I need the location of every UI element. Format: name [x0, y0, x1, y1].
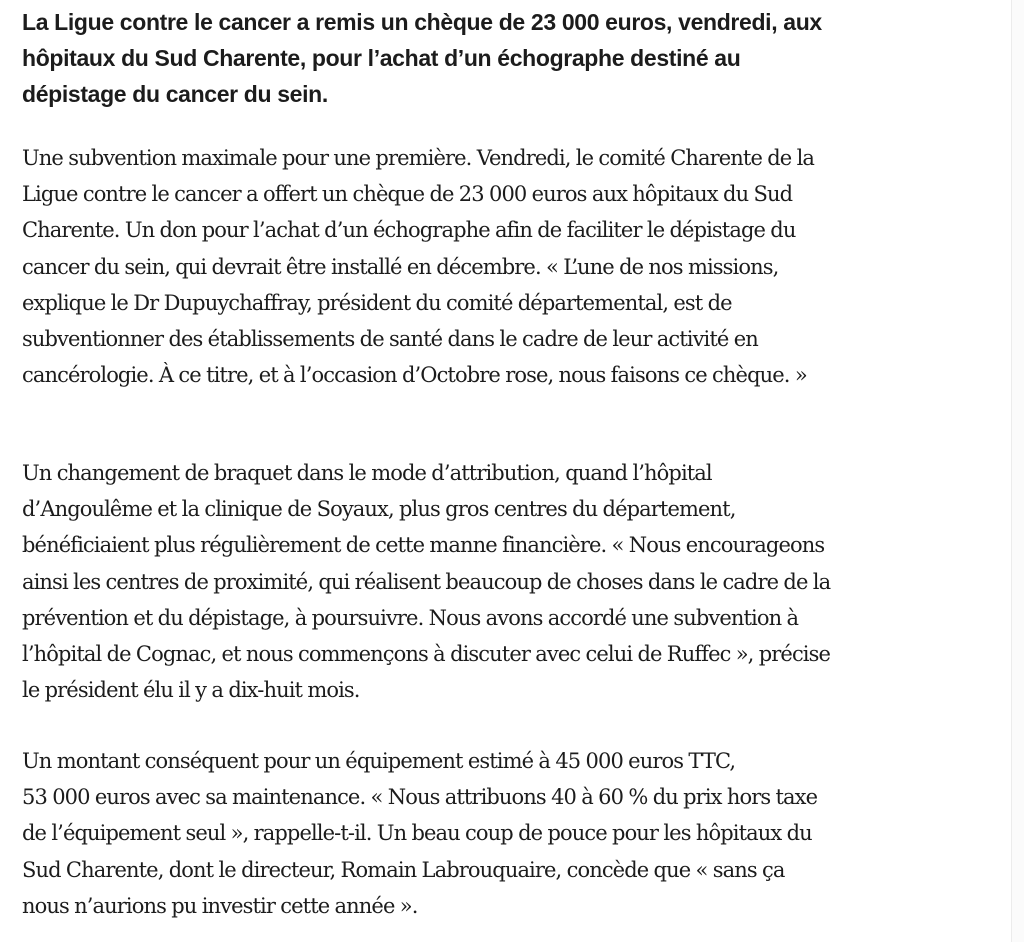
right-edge-divider [1011, 0, 1012, 942]
article-paragraph-2 [22, 455, 1007, 708]
paragraph-line: 53 000 euros avec sa maintenance. « Nous attribuons 40 à 60 % du prix hors taxe [22, 785, 818, 810]
paragraph-line: de l’équipement seul », rappelle-t-il. Un beau coup de pouce pour les hôpitaux du [22, 821, 812, 846]
article-lead [22, 4, 1007, 112]
article-paragraph-1 [22, 140, 1007, 393]
paragraph-line: explique le Dr Dupuychaffray, président du comité départemental, est de [22, 290, 732, 315]
paragraph-line: cancérologie. À ce titre, et à l’occasion d’Octobre rose, nous faisons ce chèque. » [22, 363, 807, 388]
lead-line: dépistage du cancer du sein. [22, 81, 328, 107]
paragraph-line: l’hôpital de Cognac, et nous commençons à discuter avec celui de Ruffec », précise [22, 642, 831, 667]
paragraph-line: Un changement de braquet dans le mode d’attribution, quand l’hôpital [22, 461, 712, 485]
paragraph-line: Charente. Un don pour l’achat d’un échographe afin de faciliter le dépistage du [22, 218, 796, 243]
paragraph-line: bénéficiaient plus régulièrement de cette manne financière. « Nous encourageons [22, 533, 825, 558]
paragraph-line: le président élu il y a dix-huit mois. [22, 678, 360, 703]
right-margin-strip [1012, 0, 1024, 942]
paragraph-line: Ligue contre le cancer a offert un chèque de 23 000 euros aux hôpitaux du Sud [22, 182, 793, 207]
article-paragraph-3 [22, 743, 1007, 924]
paragraph-line: prévention et du dépistage, à poursuivre. Nous avons accordé une subvention à [22, 605, 799, 630]
paragraph-line: Une subvention maximale pour une première. Vendredi, le comité Charente de la [22, 146, 815, 170]
paragraph-line: Un montant conséquent pour un équipement estimé à 45 000 euros TTC, [22, 749, 736, 773]
lead-line: La Ligue contre le cancer a remis un chèque de 23 000 euros, vendredi, aux [22, 9, 822, 35]
paragraph-line: Sud Charente, dont le directeur, Romain Labrouquaire, concède que « sans ça [22, 857, 785, 882]
paragraph-line: subventionner des établissements de santé dans le cadre de leur activité en [22, 327, 758, 352]
lead-line: hôpitaux du Sud Charente, pour l’achat d’un échographe destiné au [22, 45, 741, 71]
paragraph-line: cancer du sein, qui devrait être installé en décembre. « L’une de nos missions, [22, 254, 779, 279]
paragraph-line: nous n’aurions pu investir cette année ». [22, 893, 418, 918]
paragraph-line: ainsi les centres de proximité, qui réalisent beaucoup de choses dans le cadre de la [22, 569, 831, 594]
paragraph-line: d’Angoulême et la clinique de Soyaux, plus gros centres du département, [22, 497, 736, 522]
